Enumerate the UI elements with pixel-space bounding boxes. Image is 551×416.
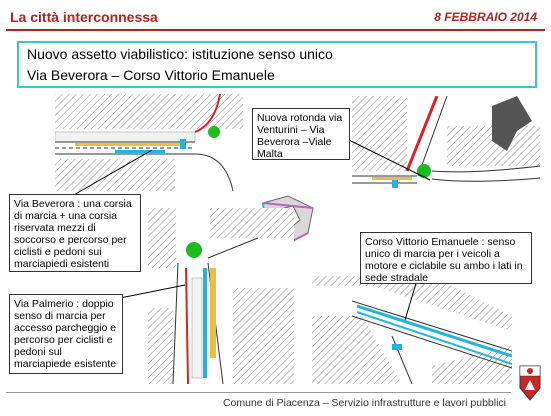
callout-nuova-rotonda: Nuova rotonda via Venturini – Via Beverora –Viale Malta <box>252 108 350 160</box>
footer-divider <box>6 392 511 393</box>
callout-via-palmerio: Via Palmerio : doppio senso di marcia per accesso parcheggio e percorso per ciclisti e pedoni sul marciapiede esistente <box>9 294 123 374</box>
callout-corso-vittorio-emanuele: Corso Vittorio Emanuele : senso unico di marcia per i veicoli a motore e ciclabile su ambo i lati in sede stradale <box>360 232 532 284</box>
page-header-date: 8 FEBBRAIO 2014 <box>434 10 537 24</box>
footer-text: Comune di Piacenza – Servizio infrastrutture e lavori pubblici <box>222 397 506 409</box>
slide-title-line1: Nuovo assetto viabilistico: istituzione senso unico <box>27 46 333 62</box>
comune-coat-of-arms-icon <box>517 364 543 402</box>
page-header-title: La città interconnessa <box>10 9 158 25</box>
slide-title-line2: Via Beverora – Corso Vittorio Emanuele <box>27 67 275 83</box>
callout-via-beverora: Via Beverora : una corsia di marcia + una corsia riservata mezzi di soccorso e percorso per ciclisti e pedoni sui marciapiedi esistenti <box>9 194 141 272</box>
